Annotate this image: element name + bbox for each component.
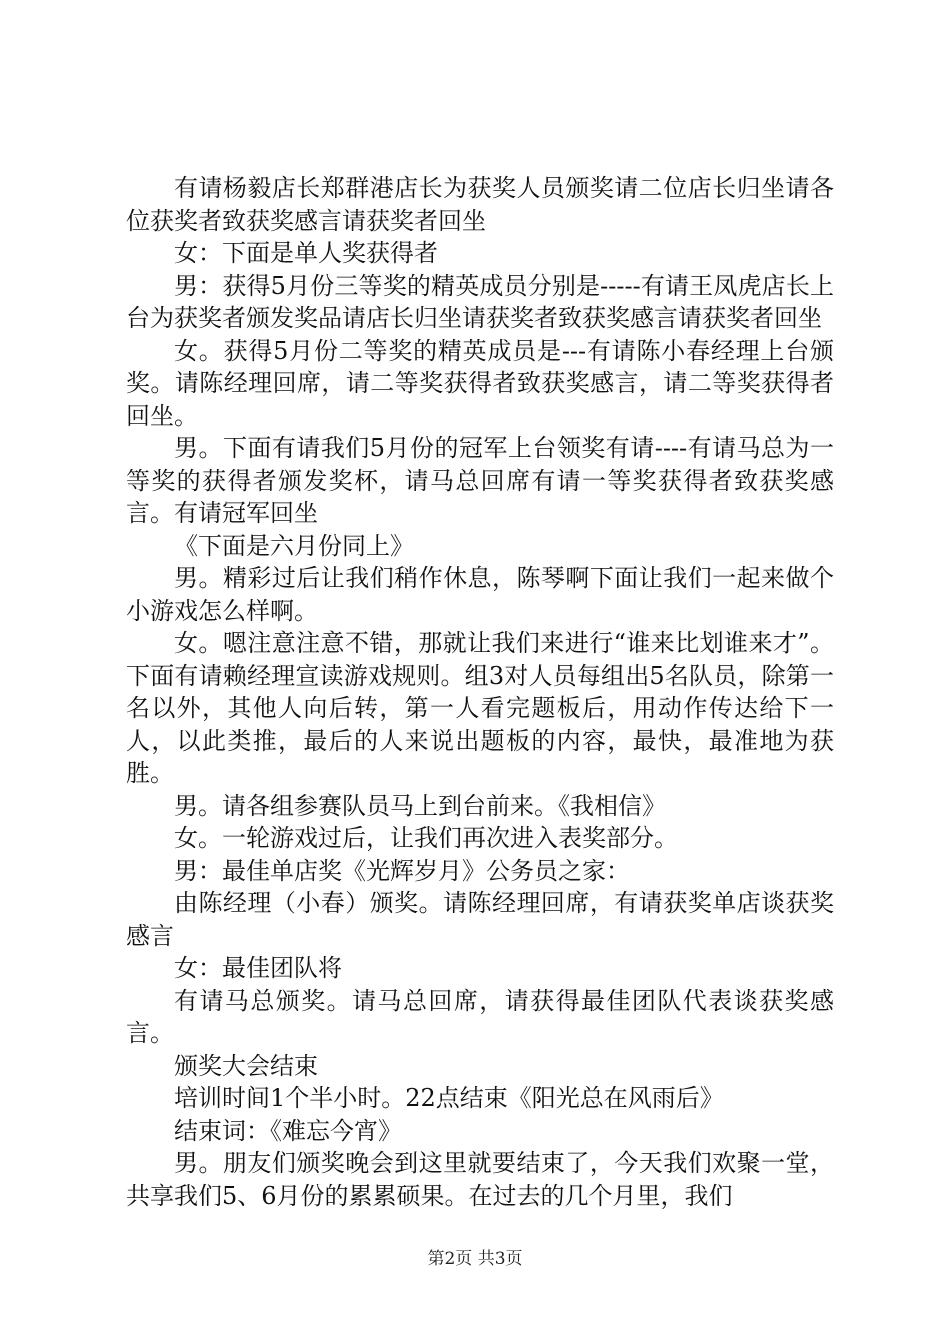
paragraph: 男：获得5月份三等奖的精英成员分别是-----有请王凤虎店长上台为获奖者颁发奖品请店长归坐请获奖者致获奖感言请获奖者回坐 <box>126 271 834 332</box>
paragraph: 女。获得5月份二等奖的精英成员是---有请陈小春经理上台颁奖。请陈经理回席，请二等奖获得者致获奖感言，请二等奖获得者回坐。 <box>126 336 834 430</box>
paragraph: 女。嗯注意注意不错，那就让我们来进行“谁来比划谁来才”。下面有请赖经理宣读游戏规则。组3对人员每组出5名队员，除第一名以外，其他人向后转，第一人看完题板后，用动作传达给下一人，以此类推，最后的人来说出题板的内容，最快，最准地为获胜。 <box>126 629 834 787</box>
paragraph: 女：最佳团队将 <box>174 954 342 982</box>
paragraph: 颁奖大会结束 <box>174 1051 318 1080</box>
paragraph: 女：下面是单人奖获得者 <box>174 239 438 267</box>
paragraph: 有请马总颁奖。请马总回席，请获得最佳团队代表谈获奖感言。 <box>126 986 834 1047</box>
paragraph: 有请杨毅店长郑群港店长为获奖人员颁奖请二位店长归坐请各位获奖者致获奖感言请获奖者回坐 <box>126 174 834 235</box>
paragraph: 女。一轮游戏过后，让我们再次进入表奖部分。 <box>174 824 678 852</box>
paragraph: 男：最佳单店奖《光辉岁月》公务员之家： <box>174 856 630 885</box>
page-footer: 第2页 共3页 <box>427 1249 523 1269</box>
paragraph: 男。精彩过后让我们稍作休息，陈琴啊下面让我们一起来做个小游戏怎么样啊。 <box>126 564 834 625</box>
paragraph: 由陈经理（小春）颁奖。请陈经理回席，有请获奖单店谈获奖感言 <box>126 889 834 950</box>
paragraph: 男。下面有请我们5月份的冠军上台领奖有请----有请马总为一等奖的获得者颁发奖杯，请马总回席有请一等奖获得者致获奖感言。有请冠军回坐 <box>126 434 834 527</box>
paragraph: 男。请各组参赛队员马上到台前来。《我相信》 <box>174 791 666 820</box>
body-text <box>126 172 834 1212</box>
paragraph: 男。朋友们颁奖晚会到这里就要结束了，今天我们欢聚一堂，共享我们5、6月份的累累硕果。在过去的几个月里，我们 <box>126 1149 834 1210</box>
paragraph: 结束词：《难忘今宵》 <box>174 1116 402 1145</box>
paragraph: 培训时间1个半小时。22点结束《阳光总在风雨后》 <box>174 1084 724 1112</box>
paragraph: 《下面是六月份同上》 <box>174 531 414 560</box>
